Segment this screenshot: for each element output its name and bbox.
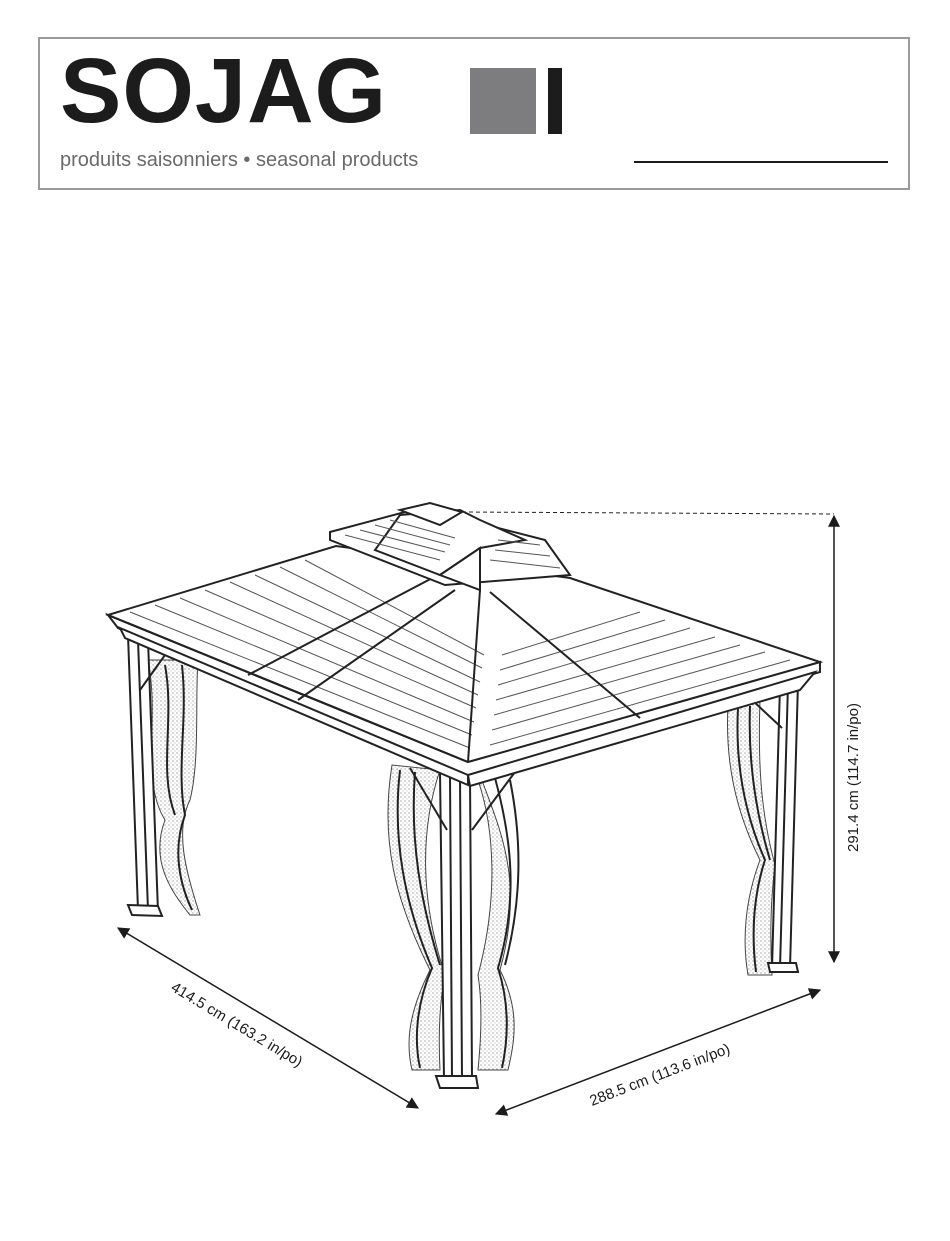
gazebo-illustration: [0, 480, 950, 1160]
curtain-center-right: [478, 775, 518, 1070]
length-dimension-label: 414.5 cm (163.2 in/po): [167, 978, 306, 1071]
length-dimension: [118, 928, 418, 1108]
width-dimension: [496, 990, 820, 1114]
width-dimension-label: 288.5 cm (113.6 in/po): [587, 1040, 733, 1110]
logo-bar-mark: [548, 68, 562, 134]
height-dimension-label: 291.4 cm (114.7 in/po): [845, 703, 862, 852]
model-number-line: [634, 161, 888, 163]
brand-logo-text: SOJAG: [60, 40, 388, 142]
brand-tagline: produits saisonniers • seasonal products: [60, 149, 419, 171]
logo-square-mark: [470, 68, 536, 134]
curtain-right: [727, 700, 775, 975]
header-box: [38, 37, 910, 190]
